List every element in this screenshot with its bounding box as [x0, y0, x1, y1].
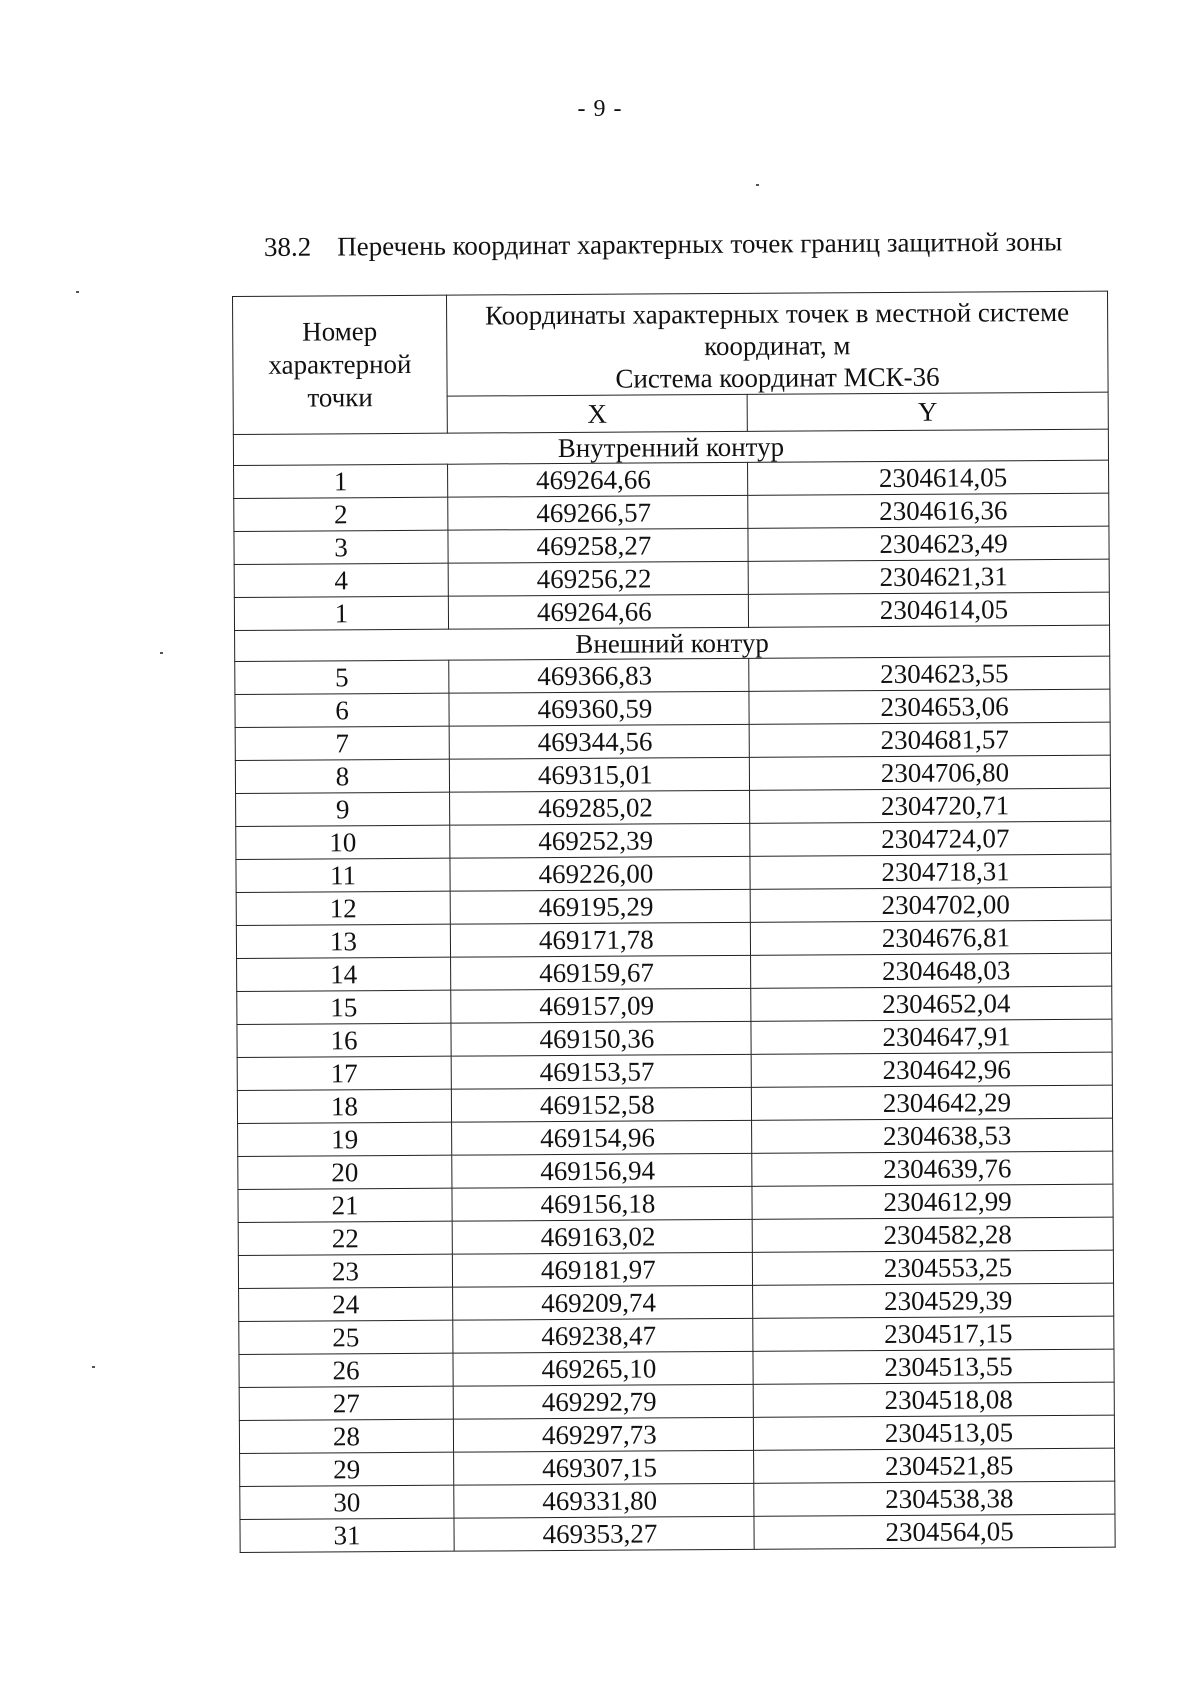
- y-coordinate-cell: 2304639,76: [752, 1151, 1113, 1186]
- table-row: [239, 1283, 1114, 1321]
- x-coordinate-cell: 469171,78: [450, 922, 750, 957]
- section-number: 38.2: [263, 231, 312, 262]
- point-number-cell: 1: [234, 464, 448, 498]
- point-number-cell: 12: [236, 891, 450, 925]
- table-row: [238, 1217, 1113, 1255]
- point-number-cell: 21: [238, 1188, 452, 1222]
- header-point-number-line: характерной: [268, 348, 412, 380]
- table-row: [234, 592, 1109, 630]
- y-coordinate-cell: 2304623,49: [748, 526, 1109, 561]
- header-point-number: [233, 295, 448, 434]
- y-coordinate-cell: 2304517,15: [753, 1316, 1114, 1351]
- header-coordinates-line: координат, м: [704, 330, 851, 362]
- y-coordinate-cell: 2304647,91: [751, 1019, 1112, 1054]
- y-coordinate-cell: 2304582,28: [752, 1217, 1113, 1252]
- point-number-cell: 8: [235, 759, 449, 793]
- table-row: [238, 1151, 1113, 1189]
- x-coordinate-cell: 469156,18: [452, 1186, 752, 1221]
- x-coordinate-cell: 469264,66: [448, 594, 748, 629]
- table-row: [234, 559, 1109, 597]
- x-coordinate-cell: 469163,02: [452, 1219, 752, 1254]
- point-number-cell: 13: [236, 924, 450, 958]
- table-row: [239, 1382, 1114, 1420]
- header-row: [233, 291, 1109, 397]
- y-coordinate-cell: 2304564,05: [754, 1514, 1115, 1549]
- table-row: [238, 1184, 1113, 1222]
- point-number-cell: 23: [238, 1254, 452, 1288]
- y-coordinate-cell: 2304648,03: [751, 953, 1112, 988]
- point-number-cell: 10: [236, 825, 450, 859]
- point-number-cell: 19: [238, 1122, 452, 1156]
- x-coordinate-cell: 469181,97: [452, 1252, 752, 1287]
- y-coordinate-cell: 2304702,00: [750, 887, 1111, 922]
- x-coordinate-cell: 469360,59: [449, 691, 749, 726]
- point-number-cell: 7: [235, 726, 449, 760]
- y-coordinate-cell: 2304638,53: [752, 1118, 1113, 1153]
- x-coordinate-cell: 469297,73: [453, 1417, 753, 1452]
- point-number-cell: 4: [234, 563, 448, 597]
- y-coordinate-cell: 2304621,31: [748, 559, 1109, 594]
- table-row: [237, 1052, 1112, 1090]
- x-coordinate-cell: 469226,00: [450, 856, 750, 891]
- header-x: X: [447, 394, 747, 433]
- point-number-cell: 27: [239, 1386, 453, 1420]
- y-coordinate-cell: 2304616,36: [748, 493, 1109, 528]
- y-coordinate-cell: 2304676,81: [750, 920, 1111, 955]
- scan-speck: [756, 184, 759, 186]
- table-row: [235, 689, 1110, 727]
- x-coordinate-cell: 469157,09: [451, 988, 751, 1023]
- y-coordinate-cell: 2304513,55: [753, 1349, 1114, 1384]
- y-coordinate-cell: 2304553,25: [752, 1250, 1113, 1285]
- x-coordinate-cell: 469153,57: [451, 1054, 751, 1089]
- y-coordinate-cell: 2304623,55: [749, 656, 1110, 691]
- scan-speck: [92, 1366, 95, 1368]
- x-coordinate-cell: 469256,22: [448, 561, 748, 596]
- y-coordinate-cell: 2304513,05: [753, 1415, 1114, 1450]
- point-number-cell: 5: [235, 660, 449, 694]
- point-number-cell: 20: [238, 1155, 452, 1189]
- header-y: Y: [747, 392, 1108, 431]
- header-coordinates: [446, 291, 1108, 396]
- point-number-cell: 28: [239, 1419, 453, 1453]
- table-row: [238, 1118, 1113, 1156]
- point-number-cell: 22: [238, 1221, 452, 1255]
- table-row: [237, 953, 1112, 991]
- x-coordinate-cell: 469353,27: [454, 1516, 754, 1551]
- point-number-cell: 25: [239, 1320, 453, 1354]
- x-coordinate-cell: 469344,56: [449, 724, 749, 759]
- point-number-cell: 26: [239, 1353, 453, 1387]
- y-coordinate-cell: 2304706,80: [749, 755, 1110, 790]
- x-coordinate-cell: 469195,29: [450, 889, 750, 924]
- x-coordinate-cell: 469307,15: [454, 1450, 754, 1485]
- table-row: [234, 526, 1109, 564]
- table-row: [237, 986, 1112, 1024]
- table-row: [235, 656, 1110, 694]
- table-row: [240, 1514, 1115, 1552]
- table-row: [237, 1085, 1112, 1123]
- point-number-cell: 31: [240, 1518, 454, 1552]
- x-coordinate-cell: 469238,47: [453, 1318, 753, 1353]
- point-number-cell: 2: [234, 497, 448, 531]
- coordinates-table: [232, 291, 1116, 1553]
- table-row: [234, 460, 1109, 498]
- scan-speck: [76, 291, 79, 293]
- table-row: [236, 788, 1111, 826]
- y-coordinate-cell: 2304642,96: [751, 1052, 1112, 1087]
- table-row: [238, 1250, 1113, 1288]
- header-coordinates-line: Координаты характерных точек в местной системе: [485, 296, 1070, 331]
- table-row: [240, 1481, 1115, 1519]
- x-coordinate-cell: 469252,39: [450, 823, 750, 858]
- x-coordinate-cell: 469159,67: [451, 955, 751, 990]
- table-row: [239, 1415, 1114, 1453]
- point-number-cell: 16: [237, 1023, 451, 1057]
- point-number-cell: 11: [236, 858, 450, 892]
- x-coordinate-cell: 469154,96: [452, 1120, 752, 1155]
- y-coordinate-cell: 2304724,07: [750, 821, 1111, 856]
- table-row: [239, 1349, 1114, 1387]
- y-coordinate-cell: 2304614,05: [748, 592, 1109, 627]
- point-number-cell: 9: [236, 792, 450, 826]
- y-coordinate-cell: 2304720,71: [750, 788, 1111, 823]
- point-number-cell: 24: [239, 1287, 453, 1321]
- page-number: - 9 -: [577, 96, 623, 122]
- section-title: [264, 226, 1062, 263]
- y-coordinate-cell: 2304529,39: [753, 1283, 1114, 1318]
- table-row: [240, 1448, 1115, 1486]
- x-coordinate-cell: 469331,80: [454, 1483, 754, 1518]
- y-coordinate-cell: 2304612,99: [752, 1184, 1113, 1219]
- x-coordinate-cell: 469285,02: [450, 790, 750, 825]
- x-coordinate-cell: 469152,58: [451, 1087, 751, 1122]
- x-coordinate-cell: 469266,57: [448, 495, 748, 530]
- point-number-cell: 29: [240, 1452, 454, 1486]
- table-row: [234, 493, 1109, 531]
- y-coordinate-cell: 2304642,29: [751, 1085, 1112, 1120]
- y-coordinate-cell: 2304538,38: [754, 1481, 1115, 1516]
- y-coordinate-cell: 2304652,04: [751, 986, 1112, 1021]
- y-coordinate-cell: 2304518,08: [753, 1382, 1114, 1417]
- table-row: [236, 854, 1111, 892]
- scan-speck: [160, 652, 163, 654]
- header-point-number-line: Номер: [302, 316, 378, 347]
- point-number-cell: 1: [234, 596, 448, 630]
- x-coordinate-cell: 469292,79: [453, 1384, 753, 1419]
- point-number-cell: 14: [237, 957, 451, 991]
- table-row: [236, 821, 1111, 859]
- x-coordinate-cell: 469156,94: [452, 1153, 752, 1188]
- header-point-number-line: точки: [307, 382, 373, 413]
- y-coordinate-cell: 2304614,05: [748, 460, 1109, 495]
- table-row: [239, 1316, 1114, 1354]
- point-number-cell: 3: [234, 530, 448, 564]
- y-coordinate-cell: 2304653,06: [749, 689, 1110, 724]
- table-row: [235, 722, 1110, 760]
- y-coordinate-cell: 2304681,57: [749, 722, 1110, 757]
- x-coordinate-cell: 469209,74: [453, 1285, 753, 1320]
- point-number-cell: 15: [237, 990, 451, 1024]
- y-coordinate-cell: 2304718,31: [750, 854, 1111, 889]
- x-coordinate-cell: 469150,36: [451, 1021, 751, 1056]
- point-number-cell: 30: [240, 1485, 454, 1519]
- section-title-text: Перечень координат характерных точек границ защитной зоны: [337, 226, 1063, 262]
- point-number-cell: 18: [237, 1089, 451, 1123]
- contour-label: Внутренний контур: [233, 429, 1108, 465]
- x-coordinate-cell: 469366,83: [449, 658, 749, 693]
- table-row: [237, 1019, 1112, 1057]
- table-row: [236, 887, 1111, 925]
- table-body: [233, 429, 1115, 1552]
- x-coordinate-cell: 469315,01: [449, 757, 749, 792]
- table-row: [235, 755, 1110, 793]
- x-coordinate-cell: 469258,27: [448, 528, 748, 563]
- point-number-cell: 17: [237, 1056, 451, 1090]
- point-number-cell: 6: [235, 693, 449, 727]
- contour-label: Внешний контур: [235, 625, 1110, 661]
- x-coordinate-cell: 469264,66: [448, 462, 748, 497]
- x-coordinate-cell: 469265,10: [453, 1351, 753, 1386]
- header-coordinates-line: Система координат МСК-36: [615, 361, 940, 394]
- table-row: [236, 920, 1111, 958]
- y-coordinate-cell: 2304521,85: [754, 1448, 1115, 1483]
